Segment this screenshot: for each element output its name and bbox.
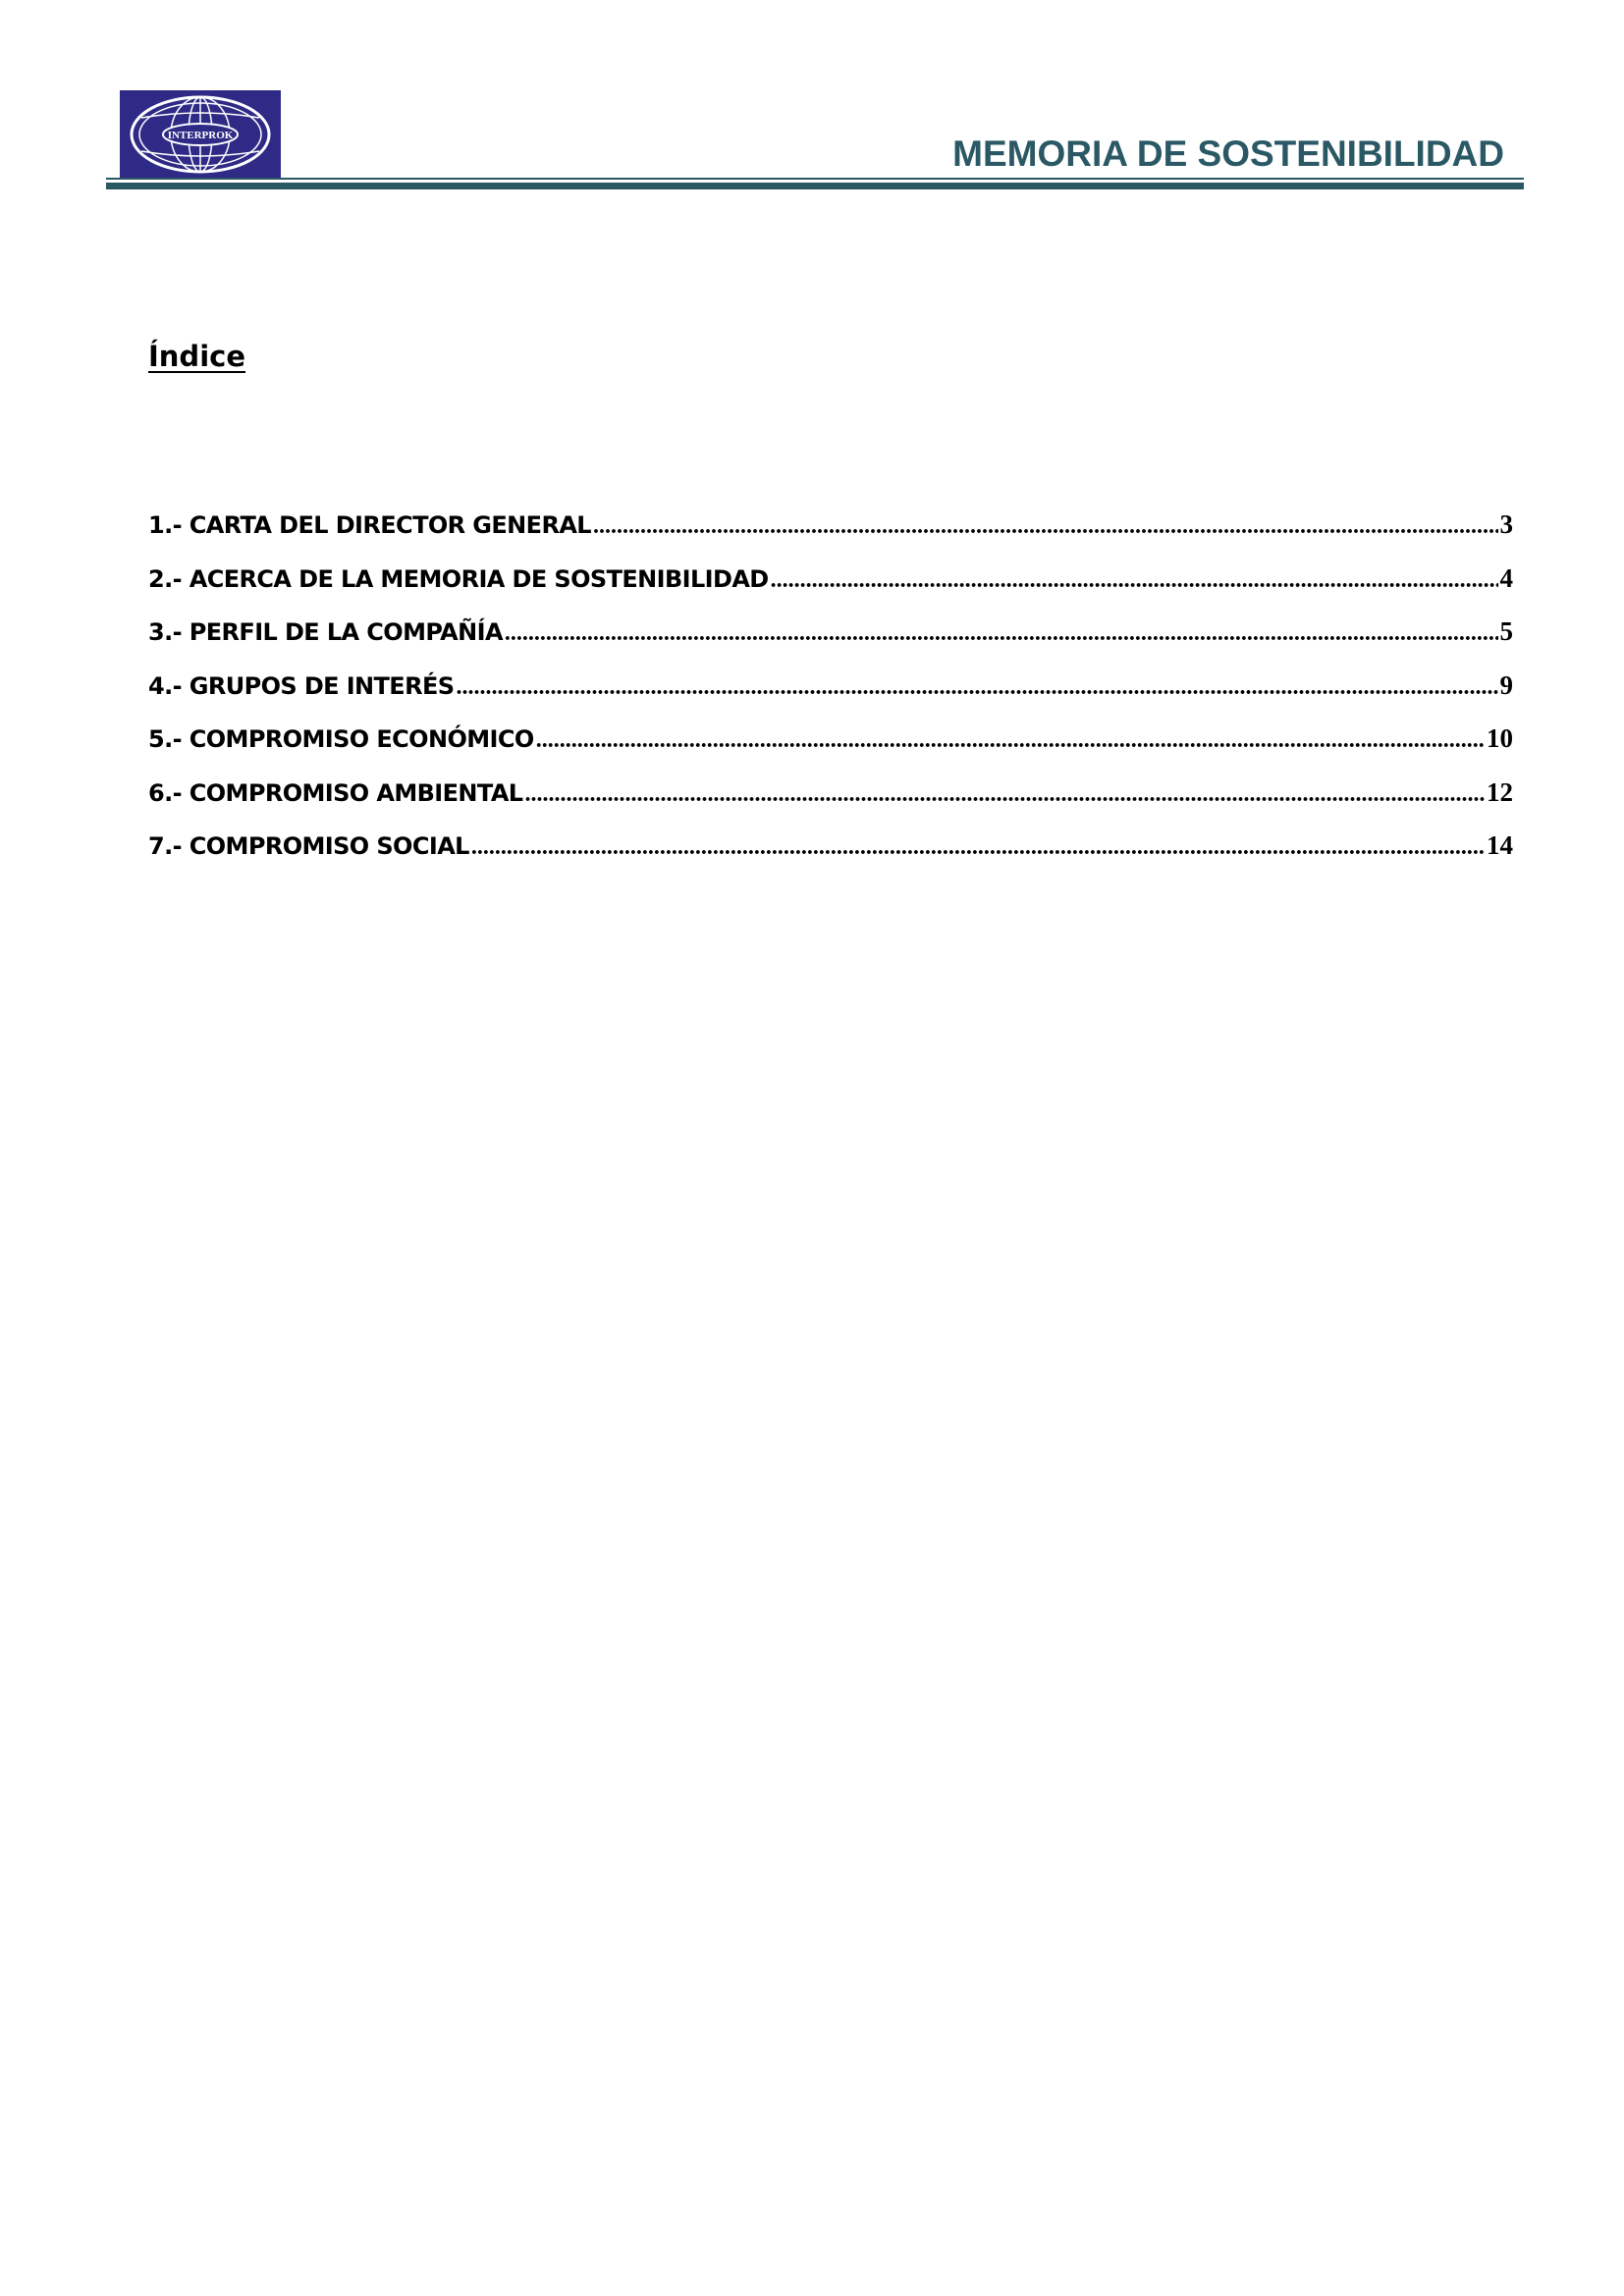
toc-entry-label: 4.- GRUPOS DE INTERÉS (148, 671, 455, 700)
document-title: MEMORIA DE SOSTENIBILIDAD (952, 133, 1504, 174)
index-heading: Índice (148, 340, 245, 373)
toc-entry[interactable] (148, 614, 1513, 667)
toc-entry[interactable] (148, 774, 1513, 828)
toc-entry-page: 12 (1487, 776, 1513, 807)
toc-entry-page: 14 (1487, 830, 1513, 860)
toc-entry-page: 9 (1499, 669, 1513, 700)
company-logo (120, 90, 281, 179)
toc-entry-label: 6.- COMPROMISO AMBIENTAL (148, 778, 523, 807)
globe-logo-icon (120, 90, 281, 179)
toc-entry-label: 3.- PERFIL DE LA COMPAÑÍA (148, 618, 503, 646)
toc-entry-label: 7.- COMPROMISO SOCIAL (148, 832, 469, 860)
toc-leader-dots (456, 669, 1497, 705)
toc-entry-label: 1.- CARTA DEL DIRECTOR GENERAL (148, 511, 591, 539)
toc-entry[interactable] (148, 561, 1513, 614)
toc-entry[interactable] (148, 667, 1513, 721)
toc-entry[interactable] (148, 828, 1513, 881)
logo-text: INTERPROK (167, 130, 234, 141)
toc-leader-dots (525, 776, 1486, 812)
toc-leader-dots (771, 562, 1498, 598)
toc-entry-label: 2.- ACERCA DE LA MEMORIA DE SOSTENIBILIDAD (148, 564, 769, 593)
header-rule-thick (106, 183, 1524, 189)
toc-entry-label: 5.- COMPROMISO ECONÓMICO (148, 725, 534, 753)
toc-entry-page: 3 (1499, 509, 1513, 539)
toc-entry-page: 10 (1487, 723, 1513, 753)
toc-leader-dots (471, 829, 1485, 865)
toc-entry-page: 4 (1499, 562, 1513, 593)
table-of-contents (148, 507, 1513, 881)
toc-leader-dots (505, 615, 1498, 651)
toc-entry-page: 5 (1499, 616, 1513, 646)
toc-entry[interactable] (148, 721, 1513, 774)
toc-leader-dots (536, 722, 1485, 758)
toc-entry[interactable] (148, 507, 1513, 561)
header-rule-thin (106, 178, 1524, 180)
toc-leader-dots (593, 508, 1498, 544)
